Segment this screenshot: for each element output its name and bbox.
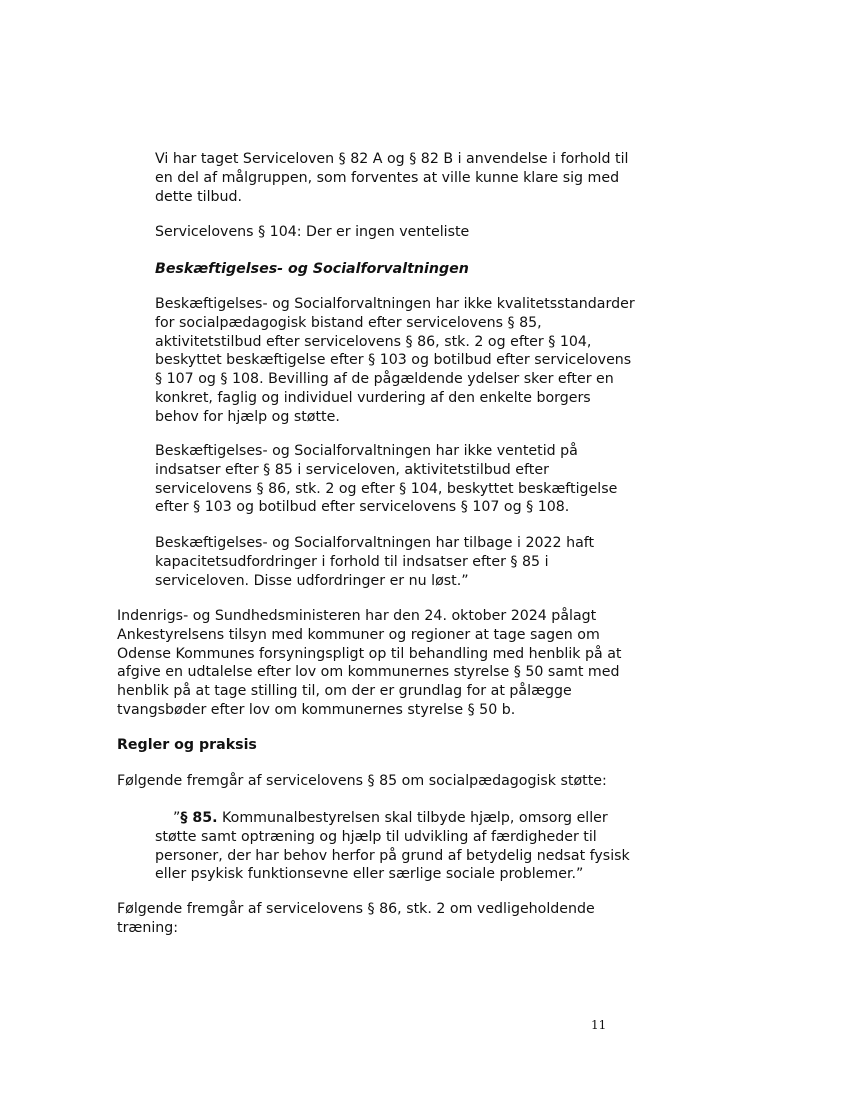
- law-quote-85: [155, 809, 630, 884]
- text-line: henblik på at tage stilling til, om der er grundlag for at pålægge: [117, 683, 572, 700]
- quote-paragraph-5: [155, 534, 625, 590]
- text-line: Odense Kommunes forsyningspligt op til behandling med henblik på at: [117, 645, 622, 662]
- text-line: indsatser efter § 85 i serviceloven, aktivitetstilbud efter: [155, 461, 549, 478]
- text-line: serviceloven. Disse udfordringer er nu løst.”: [155, 572, 469, 589]
- text-line: servicelovens § 86, stk. 2 og efter § 104, beskyttet beskæftigelse: [155, 480, 618, 497]
- body-paragraph-2: Følgende fremgår af servicelovens § 85 om socialpædagogisk støtte:: [117, 773, 607, 789]
- section-number: § 85.: [180, 810, 218, 826]
- text-line: konkret, faglig og individuel vurdering af den enkelte borgers: [155, 389, 591, 406]
- text-line: behov for hjælp og støtte.: [155, 408, 340, 425]
- text-line: træning:: [117, 919, 179, 936]
- quote-paragraph-2: Servicelovens § 104: Der er ingen venteliste: [155, 224, 470, 240]
- text-line: Indenrigs- og Sundhedsministeren har den 24. oktober 2024 pålagt: [117, 608, 597, 624]
- text-line: støtte samt optræning og hjælp til udvikling af færdigheder til: [155, 828, 597, 845]
- text-line: afgive en udtalelse efter lov om kommunernes styrelse § 50 samt med: [117, 664, 620, 681]
- text-line: Beskæftigelses- og Socialforvaltningen har ikke ventetid på: [155, 443, 578, 459]
- body-paragraph-3: [117, 900, 637, 938]
- text-line: Følgende fremgår af servicelovens § 86, stk. 2 om vedligeholdende: [117, 901, 595, 917]
- text-span: Kommunalbestyrelsen skal tilbyde hjælp, omsorg eller: [217, 810, 608, 826]
- text-line: dette tilbud.: [155, 188, 243, 205]
- text-line: beskyttet beskæftigelse efter § 103 og botilbud efter servicelovens: [155, 352, 632, 369]
- quote-paragraph-3: [155, 295, 635, 427]
- quote-paragraph-4: [155, 442, 625, 517]
- text-line: aktivitetstilbud efter servicelovens § 86, stk. 2 og efter § 104,: [155, 333, 592, 350]
- text-line: Beskæftigelses- og Socialforvaltningen har tilbage i 2022 haft: [155, 535, 595, 551]
- page-number: 11: [591, 1018, 607, 1032]
- text-line: Vi har taget Serviceloven § 82 A og § 82 B i anvendelse i forhold til: [155, 151, 629, 167]
- section-heading: Beskæftigelses- og Socialforvaltningen: [155, 261, 469, 277]
- text-line: for socialpædagogisk bistand efter servicelovens § 85,: [155, 314, 542, 331]
- quote-paragraph-1: [155, 150, 629, 206]
- text-line: Beskæftigelses- og Socialforvaltningen har ikke kvalitetsstandarder: [155, 296, 635, 312]
- text-line: personer, der har behov herfor på grund af betydelig nedsat fysisk: [155, 847, 630, 864]
- text-line: Ankestyrelsens tilsyn med kommuner og regioner at tage sagen om: [117, 626, 600, 643]
- quote-mark: ”: [173, 810, 181, 826]
- text-line: tvangsbøder efter lov om kommunernes styrelse § 50 b.: [117, 701, 516, 718]
- body-paragraph-1: [117, 607, 637, 720]
- text-line: en del af målgruppen, som forventes at ville kunne klare sig med: [155, 169, 620, 186]
- section-heading: Regler og praksis: [117, 737, 257, 753]
- text-line: kapacitetsudfordringer i forhold til indsatser efter § 85 i: [155, 553, 549, 570]
- text-line: § 107 og § 108. Bevilling af de pågældende ydelser sker efter en: [155, 371, 614, 388]
- text-line: [155, 809, 630, 828]
- text-line: eller psykisk funktionsevne eller særlige sociale problemer.”: [155, 866, 584, 883]
- text-line: efter § 103 og botilbud efter servicelovens § 107 og § 108.: [155, 499, 570, 516]
